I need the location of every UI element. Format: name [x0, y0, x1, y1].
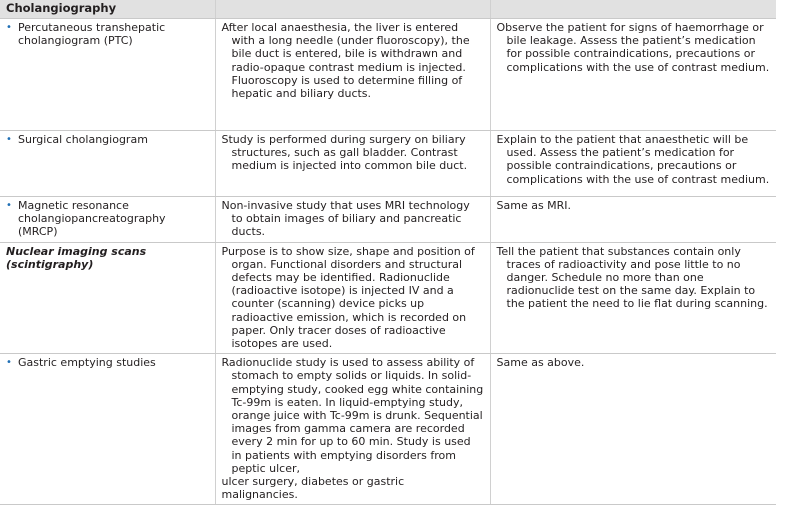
table-row — [0, 131, 776, 197]
header-empty-cell — [490, 0, 776, 19]
header-empty-cell — [215, 0, 490, 19]
nursing-cell — [490, 354, 776, 505]
description-cell — [215, 131, 490, 197]
description-text: After local anaesthesia, the liver is entered with a long needle (under fluoroscopy), the bile duct is entered, bile is withdrawn and radio-opaque contrast medium is injected. Fluoroscopy is used to determine filling of hepatic and biliary ducts. — [221, 21, 470, 101]
procedure-name-cell — [0, 242, 215, 354]
bullet-icon: • — [6, 200, 12, 211]
description-text: Radionuclide study is used to assess ability of stomach to empty solids or liquids. In solid-emptying study, cooked egg white containing Tc-99m is eaten. In liquid-emptying study, orange juice with Tc-99m is drunk. Sequential images from gamma camera are recorded every 2 min for up to 60 min. Study is used in patients with emptying disorders from peptic ulcer, — [221, 356, 484, 475]
nursing-text: Same as above. — [496, 356, 585, 370]
bullet-icon: • — [6, 357, 12, 369]
procedure-name: Percutaneous transhepatic cholangiogram (PTC) — [18, 21, 166, 48]
description-text: Purpose is to show size, shape and position of organ. Functional disorders and structural defects may be identified. Radionuclide (radioactive isotope) is injected IV and a counter (scanning) device picks up radioactive emission, which is recorded on paper. Only tracer doses of radioactive isotopes are used. — [221, 244, 475, 351]
nursing-cell — [490, 242, 776, 354]
table-row — [0, 19, 776, 131]
section-heading: Cholangiography — [6, 1, 117, 15]
description-text: Study is performed during surgery on biliary structures, such as gall bladder. Contrast medium is injected into common bile duct. — [221, 133, 468, 173]
description-continuation: ulcer surgery, diabetes or gastric malignancies. — [221, 475, 405, 502]
procedure-name: Gastric emptying studies — [18, 356, 156, 370]
nursing-cell — [490, 197, 776, 243]
procedure-name-cell — [0, 354, 215, 505]
table-row — [0, 354, 776, 505]
bullet-icon: • — [6, 134, 12, 145]
nursing-text: Observe the patient for signs of haemorrhage or bile leakage. Assess the patient’s medication for possible contraindications, precautions or complications with the use of contrast medium. — [496, 21, 770, 74]
table-row — [0, 242, 776, 354]
bullet-icon: • — [6, 22, 12, 33]
description-cell — [215, 19, 490, 131]
nursing-text: Tell the patient that substances contain only traces of radioactivity and pose little to no danger. Schedule no more than one radionuclide test on the same day. Explain to the patient the need to lie flat during scanning. — [496, 244, 768, 311]
procedure-name: Nuclear imaging scans (scintigraphy) — [6, 244, 147, 271]
procedure-name: Surgical cholangiogram — [18, 133, 148, 146]
procedure-name-cell — [0, 131, 215, 197]
section-header-row — [0, 0, 776, 19]
procedure-name-cell — [0, 19, 215, 131]
nursing-cell — [490, 19, 776, 131]
procedure-name-cell — [0, 197, 215, 243]
description-text: Non-invasive study that uses MRI technology to obtain images of biliary and pancreatic ducts. — [221, 199, 470, 239]
description-cell — [215, 242, 490, 354]
nursing-cell — [490, 131, 776, 197]
procedure-name: Magnetic resonance cholangiopancreatography (MRCP) — [18, 199, 166, 239]
nursing-text: Explain to the patient that anaesthetic will be used. Assess the patient’s medication for possible contraindications, precautions or complications with the use of contrast medium. — [496, 133, 770, 186]
description-cell — [215, 354, 490, 505]
nursing-text: Same as MRI. — [496, 199, 572, 212]
table-row — [0, 197, 776, 243]
section-header-cell — [0, 0, 215, 19]
description-cell — [215, 197, 490, 243]
